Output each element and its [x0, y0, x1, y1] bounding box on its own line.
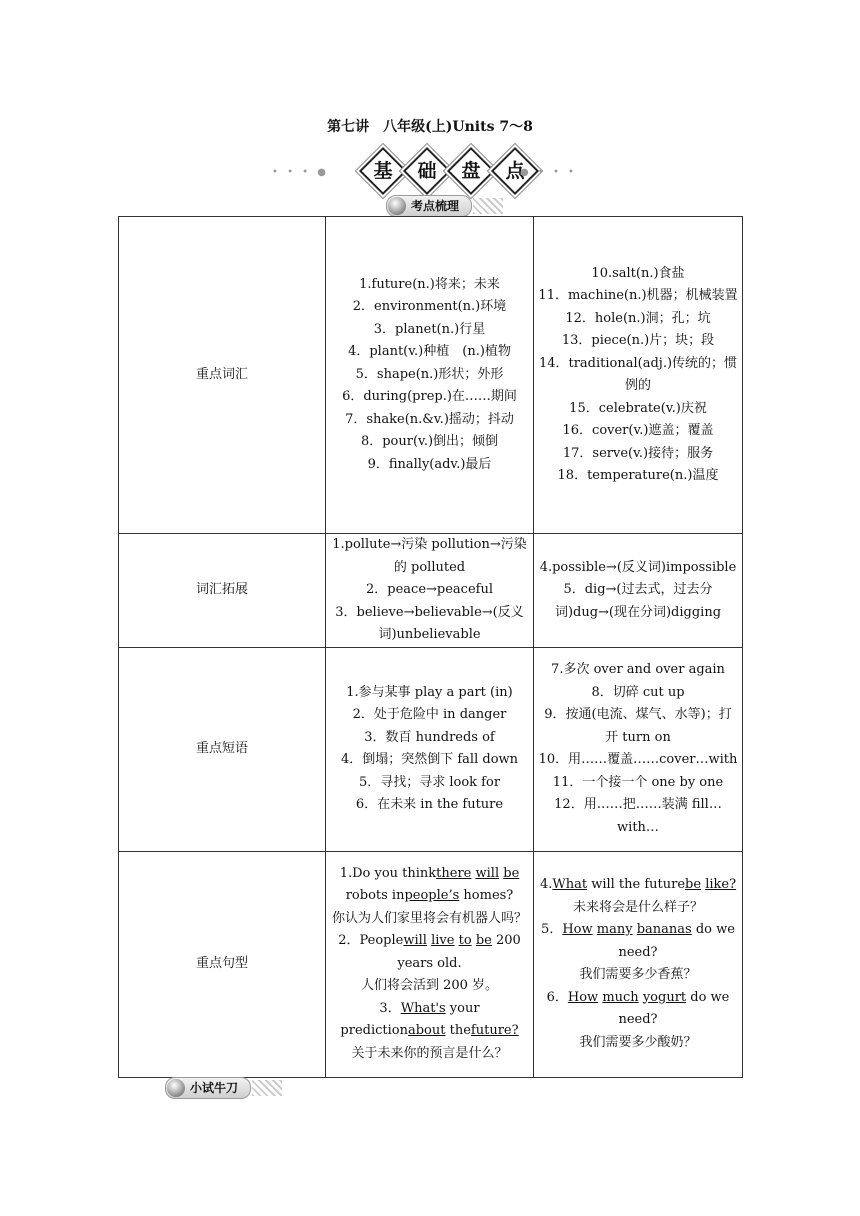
banner-char: 基 [373, 160, 393, 182]
banner-char: 点 [505, 160, 525, 182]
underlined-answer: like? [705, 877, 737, 892]
underlined-answer: bananas [636, 922, 692, 937]
underlined-answer: What [552, 877, 588, 892]
cell-line: 18．temperature(n.)温度 [557, 468, 719, 483]
page-title: 第七讲 八年级(上)Units 7～8 [327, 119, 533, 135]
underlined-answer: there [436, 865, 472, 881]
section-banner [270, 150, 600, 192]
cell-line [538, 874, 738, 897]
banner-diamond [403, 147, 451, 195]
table-row [119, 217, 743, 534]
underlined-answer: be [685, 877, 702, 892]
banner-dots-left: • • • ● [272, 167, 329, 178]
left-cell [326, 217, 534, 534]
cell-line: 5．dig→(过去式，过去分词)dug→(现在分词)digging [554, 582, 722, 620]
cell-line: 3．planet(n.)行星 [373, 321, 486, 337]
cell-line [330, 908, 529, 931]
table-row [119, 647, 743, 851]
sentence-text: the [445, 1023, 471, 1039]
right-cell [534, 851, 743, 1077]
underlined-answer: How [562, 922, 593, 937]
cell-line: 9．finally(adv.)最后 [367, 456, 492, 472]
left-cell [326, 534, 534, 648]
cell-line: 10．用……覆盖……cover…with [538, 752, 738, 767]
underlined-answer: about [407, 1023, 446, 1039]
underlined-answer: be [503, 865, 520, 881]
cell-line: 3．数百 hundreds of [364, 729, 495, 745]
sentence-text: 未来将会是什么样子？ [572, 899, 703, 915]
sentence-text: 200 years old. [397, 933, 521, 971]
cell-line: 2．peace→peaceful [366, 582, 493, 597]
sentence-text: robots in [345, 888, 405, 904]
cell-line: 1.参与某事 play a part (in) [346, 684, 513, 700]
sentence-text: 我们需要多少酸奶？ [579, 1034, 697, 1050]
banner-char: 础 [417, 160, 437, 182]
row-label: 重点词汇 [119, 217, 326, 534]
sentence-text: 4. [539, 877, 553, 892]
cell-line: 14．traditional(adj.)传统的；惯例的 [538, 355, 738, 393]
left-cell [326, 851, 534, 1077]
cell-line: 15．celebrate(v.)庆祝 [569, 400, 707, 416]
right-cell [534, 217, 743, 534]
cell-line: 11．machine(n.)机器；机械装置 [538, 288, 738, 303]
sentence-text: 人们将会活到 200 岁。 [360, 978, 499, 994]
bullet-icon [167, 1079, 185, 1097]
banner-diamond [447, 147, 495, 195]
sentence-text: do we need? [618, 922, 735, 960]
summary-table [118, 216, 743, 1078]
right-cell [534, 534, 743, 648]
cell-line: 4.possible→(反义词)impossible [539, 559, 737, 575]
banner-dots-right: ● • • • [520, 167, 577, 178]
underlined-answer: yogurt [642, 989, 687, 1005]
banner-diamond [359, 147, 407, 195]
cell-line: 7.多次 over and over again [551, 662, 725, 677]
underlined-answer: future? [470, 1023, 519, 1039]
sentence-text: do we need? [618, 989, 730, 1027]
cell-line: 1.pollute→污染 pollution→污染的 polluted [332, 537, 527, 575]
row-label: 词汇拓展 [119, 534, 326, 648]
section-badge [386, 195, 472, 217]
cell-line [330, 998, 529, 1043]
badge-texture [252, 1080, 282, 1096]
underlined-answer: How [567, 989, 599, 1005]
cell-line: 3．believe→believable→(反义词)unbelievable [335, 604, 524, 642]
sentence-text: will the future [587, 877, 686, 892]
cell-line: 2．处于危险中 in danger [352, 707, 507, 722]
cell-line: 8．pour(v.)倒出；倾倒 [360, 434, 499, 450]
sentence-text: 2．People [338, 933, 404, 949]
underlined-answer: people’s [404, 888, 460, 904]
cell-line: 5．寻找；寻求 look for [358, 774, 501, 790]
cell-line: 12．hole(n.)洞；孔；坑 [565, 310, 711, 326]
row-label: 重点句型 [119, 851, 326, 1077]
underlined-answer: be [475, 933, 492, 949]
cell-line [330, 1043, 529, 1066]
cell-line [538, 897, 738, 920]
underlined-answer: live [431, 933, 455, 949]
underlined-answer: What's [400, 1000, 446, 1016]
sentence-text: 我们需要多少香蕉？ [579, 967, 697, 982]
cell-line: 4．plant(v.)种植 (n.)植物 [348, 344, 511, 360]
cell-line: 16．cover(v.)遮盖；覆盖 [562, 423, 714, 438]
cell-line [330, 863, 529, 908]
cell-line: 11．一个接一个 one by one [552, 774, 724, 790]
cell-line: 4．倒塌；突然倒下 fall down [340, 752, 519, 767]
cell-line [538, 1032, 738, 1055]
badge-texture [473, 198, 503, 214]
row-label: 重点短语 [119, 647, 326, 851]
sentence-text: 关于未来你的预言是什么？ [351, 1045, 508, 1061]
sentence-text: 你认为人们家里将会有机器人吗？ [331, 910, 527, 926]
cell-line: 8．切碎 cut up [591, 684, 685, 700]
practice-badge-label: 小试牛刀 [190, 1081, 239, 1095]
left-cell [326, 647, 534, 851]
sentence-text: 6． [546, 989, 568, 1005]
bullet-icon [388, 197, 406, 215]
sentence-text: 1.Do you think [339, 865, 437, 881]
cell-line: 17．serve(v.)接待；服务 [562, 445, 714, 461]
cell-line [538, 964, 738, 987]
cell-line [538, 987, 738, 1032]
right-cell [534, 647, 743, 851]
practice-badge [165, 1077, 251, 1099]
cell-line: 2．environment(n.)环境 [352, 299, 507, 315]
cell-line: 1.future(n.)将来；未来 [359, 276, 500, 292]
cell-line: 10.salt(n.)食盐 [591, 265, 685, 281]
table-row [119, 851, 743, 1077]
underlined-answer: many [596, 922, 633, 937]
section-badge-label: 考点梳理 [411, 199, 460, 213]
underlined-answer: will [475, 865, 500, 881]
cell-line: 9．按通(电流、煤气、水等)；打开 turn on [544, 707, 732, 745]
sentence-text: homes? [459, 888, 514, 904]
sentence-text: your prediction [340, 1000, 480, 1039]
underlined-answer: much [602, 989, 639, 1005]
cell-line: 12．用……把……装满 fill…with… [554, 797, 722, 835]
underlined-answer: to [458, 933, 472, 949]
table-row [119, 534, 743, 648]
cell-line: 7．shake(n.&v.)摇动；抖动 [345, 411, 514, 427]
cell-line [538, 919, 738, 964]
underlined-answer: will [403, 933, 427, 949]
cell-line [330, 930, 529, 975]
cell-line: 13．piece(n.)片；块；段 [561, 333, 715, 348]
sentence-text: 3． [379, 1000, 401, 1016]
banner-char: 盘 [461, 160, 481, 182]
cell-line: 5．shape(n.)形状；外形 [355, 366, 504, 382]
cell-line [330, 975, 529, 998]
cell-line: 6．在未来 in the future [355, 797, 504, 812]
cell-line: 6．during(prep.)在……期间 [342, 389, 517, 405]
sentence-text: 5． [541, 922, 563, 937]
